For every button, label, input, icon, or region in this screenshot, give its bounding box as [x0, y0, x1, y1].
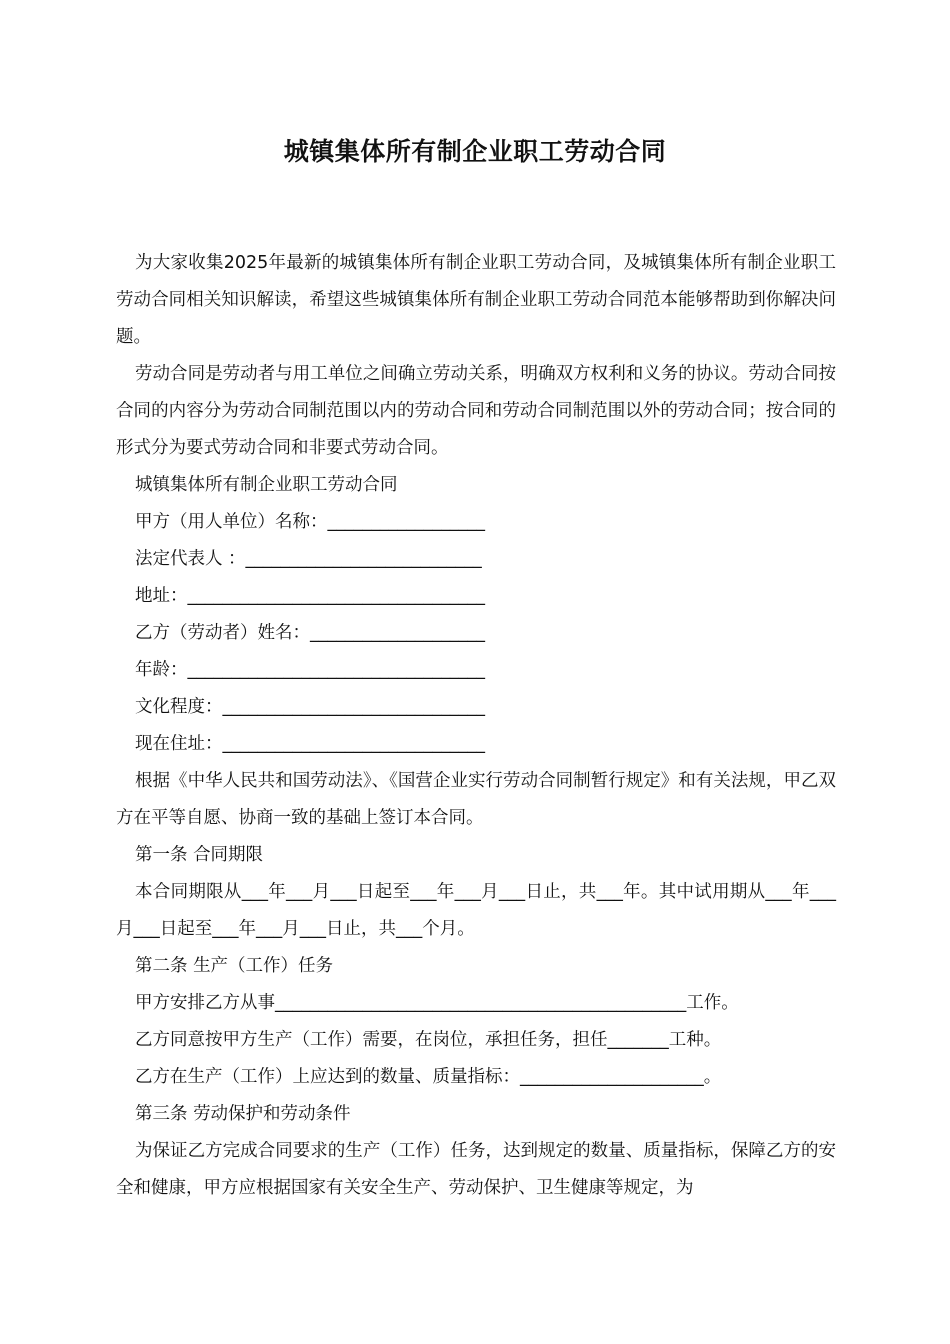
- age-field: 年龄：__________________________________: [135, 660, 485, 680]
- article-2-line-3: 乙方在生产（工作）上应达到的数量、质量指标：_____________________。: [135, 1067, 722, 1087]
- party-a-name-field: 甲方（用人单位）名称：__________________: [135, 512, 485, 532]
- article-1-heading: 第一条 合同期限: [135, 845, 264, 865]
- party-b-name-field: 乙方（劳动者）姓名：____________________: [135, 623, 485, 643]
- document-body: [116, 245, 836, 1207]
- legal-representative-field: 法定代表人 ：___________________________: [135, 549, 482, 569]
- definition-paragraph: 劳动合同是劳动者与用工单位之间确立劳动关系，明确双方权利和义务的协议。劳动合同按合同的内容分为劳动合同制范围以内的劳动合同和劳动合同制范围以外的劳动合同；按合同的形式分为要式劳动合同和非要式劳动合同。: [116, 364, 836, 458]
- article-3-text: 为保证乙方完成合同要求的生产（工作）任务，达到规定的数量、质量指标，保障乙方的安全和健康，甲方应根据国家有关安全生产、劳动保护、卫生健康等规定，为: [116, 1141, 836, 1198]
- article-1-text: 本合同期限从___年___月___日起至___年___月___日止，共___年。其中试用期从___年___月___日起至___年___月___日止，共___个月。: [116, 882, 836, 939]
- article-2-line-1: 甲方安排乙方从事_______________________________________________工作。: [135, 993, 739, 1013]
- education-field: 文化程度：______________________________: [135, 697, 485, 717]
- article-3-heading: 第三条 劳动保护和劳动条件: [135, 1104, 351, 1124]
- contract-heading: 城镇集体所有制企业职工劳动合同: [135, 475, 398, 495]
- document-title: 城镇集体所有制企业职工劳动合同: [283, 137, 667, 166]
- basis-paragraph: 根据《中华人民共和国劳动法》、《国营企业实行劳动合同制暂行规定》和有关法规，甲乙双方在平等自愿、协商一致的基础上签订本合同。: [116, 771, 836, 828]
- article-2-line-2: 乙方同意按甲方生产（工作）需要，在岗位，承担任务，担任_______工种。: [135, 1030, 722, 1050]
- current-address-field: 现在住址：______________________________: [135, 734, 485, 754]
- intro-paragraph: 为大家收集2025年最新的城镇集体所有制企业职工劳动合同，及城镇集体所有制企业职工劳动合同相关知识解读，希望这些城镇集体所有制企业职工劳动合同范本能够帮助到你解决问题。: [116, 253, 836, 347]
- article-2-heading: 第二条 生产（工作）任务: [135, 956, 334, 976]
- address-field: 地址：__________________________________: [135, 586, 485, 606]
